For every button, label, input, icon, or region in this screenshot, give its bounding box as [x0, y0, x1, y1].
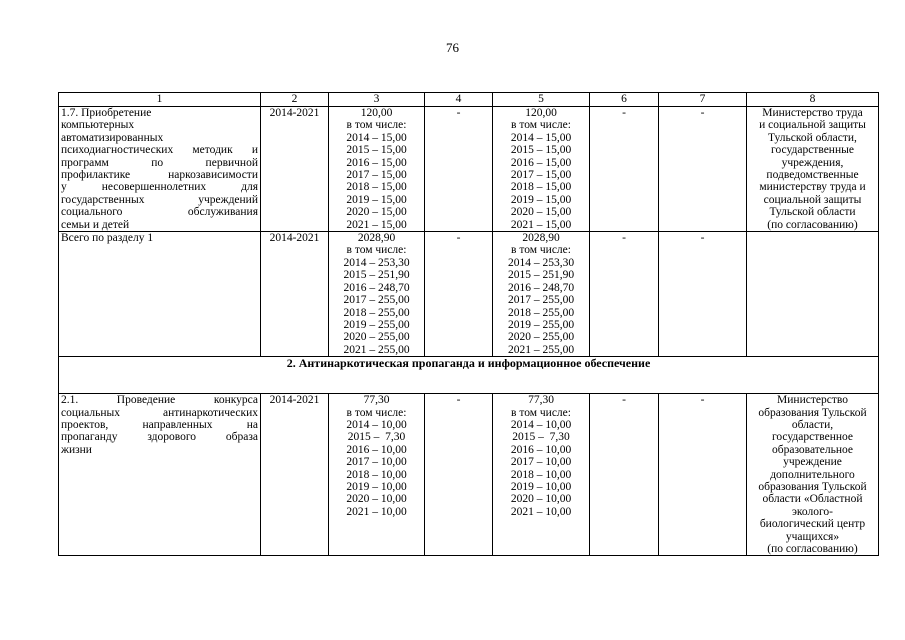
measure-name-line: пропаганду здорового образа [61, 431, 258, 444]
measure-name-line: Всего по разделу 1 [61, 232, 154, 245]
executor-line: учреждение [783, 456, 842, 469]
funding-line: 2019 – 255,00 [343, 318, 410, 331]
funding-line: 2019 – 15,00 [510, 193, 572, 206]
executor-line: государственные [771, 144, 854, 157]
measure-name-line: 2.1. Проведение конкурса [61, 394, 258, 407]
measure-name-line: 1.7. Приобретение [61, 107, 152, 119]
executor-line: (по согласованию) [767, 543, 858, 555]
funding-line: 2014 – 10,00 [346, 418, 407, 431]
funding-line: 2017 – 15,00 [510, 169, 572, 182]
funding-line: 2021 – 255,00 [507, 343, 575, 356]
funding-line: в том числе: [346, 406, 407, 419]
funding-line: 2020 – 15,00 [510, 206, 572, 219]
measure-name-line: компьютерных [61, 119, 135, 132]
total-funding-cell [329, 107, 425, 232]
executor-line: и социальной защиты [759, 119, 866, 132]
total-funding-cell [329, 232, 425, 357]
executor-line: государственное [771, 431, 854, 444]
funding-line: 2015 – 251,90 [343, 269, 410, 282]
funding-line: 2018 – 15,00 [346, 181, 407, 194]
measure-name-line: профилактике наркозависимости [61, 169, 258, 182]
funding-line: в том числе: [346, 119, 407, 132]
funding-line: 2017 – 15,00 [346, 169, 407, 182]
executor-line: учреждения, [781, 156, 844, 169]
funding-line: 2020 – 255,00 [507, 331, 575, 344]
column-header: 2 [261, 93, 329, 107]
measure-name-line: семьи и детей [61, 218, 130, 231]
funding-line: 2017 – 255,00 [343, 294, 410, 307]
funding-line: 2016 – 10,00 [510, 443, 572, 456]
column-header: 7 [659, 93, 747, 107]
executor-cell [747, 232, 879, 357]
funding-line: 120,00 [525, 107, 557, 119]
funding-line: 2016 – 15,00 [346, 156, 407, 169]
funding-line: 2014 – 15,00 [510, 131, 572, 144]
funding-line: 2017 – 10,00 [346, 456, 407, 469]
funding-line: 2015 – 15,00 [346, 144, 407, 157]
measure-name-line: проектов, направленных на [61, 418, 258, 431]
column-header: 8 [747, 93, 879, 107]
section-title-row [59, 357, 879, 394]
column-header: 6 [590, 93, 659, 107]
funding-line: в том числе: [511, 119, 571, 132]
funding-line: 2018 – 10,00 [346, 468, 407, 481]
column-header: 1 [59, 93, 261, 107]
executor-line: эколого- [791, 505, 834, 518]
executor-cell [747, 394, 879, 556]
funding-line: 2018 – 10,00 [510, 468, 572, 481]
funding-line: 2020 – 10,00 [346, 493, 407, 506]
col4-cell: - [425, 107, 493, 232]
funding-line: в том числе: [511, 244, 571, 257]
executor-line: образовательное [771, 443, 854, 456]
executor-line: социальной защиты [763, 193, 862, 206]
col7-cell: - [659, 232, 747, 357]
funding-line: 2016 – 15,00 [510, 156, 572, 169]
funding-line: 2015 – 15,00 [510, 144, 572, 157]
col4-cell: - [425, 232, 493, 357]
measure-name-line: автоматизированных [61, 131, 164, 144]
col6-cell: - [590, 107, 659, 232]
funding-line: 2021 – 10,00 [510, 505, 572, 518]
funding-line: 2020 – 255,00 [343, 331, 410, 344]
column-header: 4 [425, 93, 493, 107]
period-cell: 2014-2021 [261, 107, 329, 232]
measure-name-line: государственных учреждений [61, 193, 258, 206]
period-cell: 2014-2021 [261, 394, 329, 556]
total-funding-cell [329, 394, 425, 556]
funding-line: 77,30 [363, 394, 390, 407]
column-header: 5 [493, 93, 590, 107]
funding-line: 2018 – 255,00 [507, 306, 575, 319]
col4-cell: - [425, 394, 493, 556]
funding-line: 2018 – 255,00 [343, 306, 410, 319]
header-row [59, 93, 879, 107]
measure-name-line: психодиагностических методик и [61, 144, 258, 157]
funding-line: 2021 – 10,00 [346, 505, 407, 518]
funding-line: 2017 – 255,00 [507, 294, 575, 307]
funding-line: 2015 – 7,30 [347, 431, 406, 444]
funding-line: 2016 – 248,70 [507, 281, 575, 294]
funding-line: 2014 – 10,00 [510, 418, 572, 431]
measure-name-line: социальных антинаркотических [61, 406, 258, 419]
measure-name-line: программ по первичной [61, 156, 258, 169]
executor-line: Тульской области [769, 206, 856, 219]
page-number: 76 [446, 40, 459, 55]
table-row [59, 394, 879, 556]
funding-line: 2028,90 [357, 232, 396, 245]
executor-line: Тульской области, [768, 131, 857, 144]
measure-name-cell [59, 107, 261, 232]
executor-line: биологический центр [759, 518, 866, 531]
funding-line: 2021 – 15,00 [346, 218, 407, 231]
executor-line: министерству труда и [759, 181, 866, 194]
funding-line: 2021 – 255,00 [343, 343, 410, 356]
executor-line: Министерство труда [762, 107, 863, 119]
funding-line: 120,00 [360, 107, 393, 119]
measure-name-line: жизни [61, 443, 92, 456]
funding-line: 2015 – 251,90 [507, 269, 575, 282]
period-cell: 2014-2021 [261, 232, 329, 357]
funding-line: 2018 – 15,00 [510, 181, 572, 194]
funding-line: 2019 – 15,00 [346, 193, 407, 206]
funding-line: 2017 – 10,00 [510, 456, 572, 469]
measure-name-cell [59, 394, 261, 556]
executor-line: подведомственные [766, 169, 859, 182]
executor-line: образования Тульской [758, 480, 867, 493]
executor-line: Министерство [777, 394, 848, 407]
funding-line: 2019 – 255,00 [507, 318, 575, 331]
table-row [59, 232, 879, 357]
funding-line: 2014 – 15,00 [346, 131, 407, 144]
executor-line: дополнительного [770, 468, 855, 481]
table-row [59, 107, 879, 232]
column-header: 3 [329, 93, 425, 107]
funding-line: 2016 – 10,00 [346, 443, 407, 456]
funding-line: 2016 – 248,70 [343, 281, 410, 294]
funding-line: 2019 – 10,00 [346, 480, 407, 493]
col7-cell: - [659, 394, 747, 556]
executor-line: (по согласованию) [767, 218, 858, 231]
funding-line: 77,30 [528, 394, 554, 407]
col7-cell: - [659, 107, 747, 232]
funding-line: в том числе: [511, 406, 571, 419]
executor-line: образования Тульской [758, 406, 867, 419]
measure-name-line: у несовершеннолетних для [61, 181, 258, 194]
funding-line: 2019 – 10,00 [510, 480, 572, 493]
funding-line: 2020 – 15,00 [346, 206, 407, 219]
funding-line: 2015 – 7,30 [512, 431, 570, 444]
funding-line: 2021 – 15,00 [510, 218, 572, 231]
funding-line: 2028,90 [522, 232, 560, 245]
executor-line: области, [791, 418, 834, 431]
funding-line: в том числе: [346, 244, 407, 257]
program-table [58, 92, 879, 556]
section-title: 2. Антинаркотическая пропаганда и информационное обеспечение [59, 357, 879, 394]
executor-line: области «Областной [762, 493, 863, 506]
executor-cell [747, 107, 879, 232]
col6-cell: - [590, 394, 659, 556]
col5-funding-cell [493, 107, 590, 232]
funding-line: 2014 – 253,30 [507, 256, 575, 269]
col5-funding-cell [493, 394, 590, 556]
col6-cell: - [590, 232, 659, 357]
measure-name-cell [59, 232, 261, 357]
measure-name-line: социального обслуживания [61, 206, 258, 219]
col5-funding-cell [493, 232, 590, 357]
executor-line: учащихся» [785, 530, 840, 543]
funding-line: 2020 – 10,00 [510, 493, 572, 506]
funding-line: 2014 – 253,30 [343, 256, 410, 269]
